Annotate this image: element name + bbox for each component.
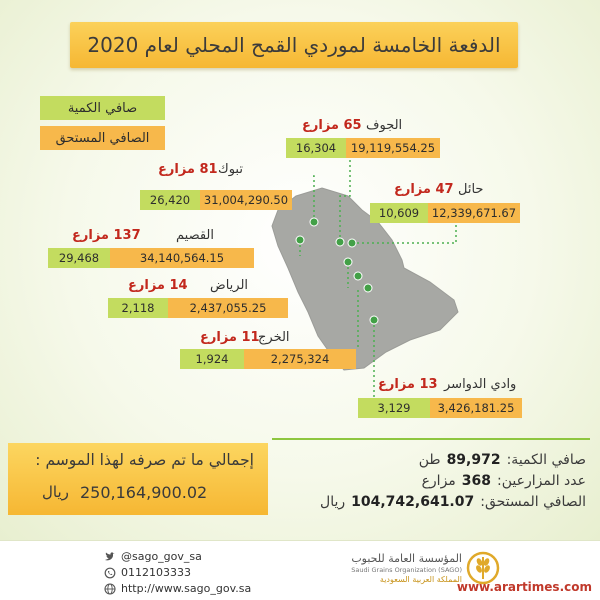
region-farmers-riyadh: 14 مزارع (128, 278, 188, 293)
twitter-handle: @sago_gov_sa (121, 550, 202, 563)
summary-due-label: الصافي المستحق: (480, 494, 586, 510)
season-total-currency: ريال (42, 483, 69, 501)
region-quantity-jouf: 16,304 (286, 138, 346, 158)
globe-icon (104, 583, 116, 595)
region-name-riyadh: الرياض (210, 278, 249, 293)
summary-farmers-count (422, 473, 586, 489)
legend-net-quantity: صافي الكمية (40, 96, 165, 120)
phone-number: 0112103333 (121, 566, 191, 579)
contact-twitter[interactable] (104, 550, 202, 563)
season-total-box (8, 443, 268, 515)
region-farmers-qassim: 137 مزارع (72, 228, 141, 243)
region-name-jouf: الجوف (366, 118, 403, 133)
whatsapp-phone-icon (104, 567, 116, 579)
marker-hail (348, 239, 356, 247)
summary-farmers-value: 368 (461, 473, 492, 489)
marker-tabuk (310, 218, 318, 226)
season-total-label: إجمالي ما تم صرفه لهذا الموسم : (35, 451, 254, 469)
region-farmers-tabuk: 81 مزارع (158, 162, 218, 177)
region-quantity-riyadh: 2,118 (108, 298, 168, 318)
summary-quantity-value: 89,972 (446, 452, 501, 468)
summary-net-due (320, 494, 586, 510)
region-amount-qassim: 34,140,564.15 (110, 248, 254, 268)
region-farmers-hail: 47 مزارع (394, 182, 454, 197)
org-name-english: Saudi Grains Organization (SAGO) (351, 566, 462, 574)
watermark-url: www.arartimes.com (456, 580, 592, 594)
summary-quantity-unit: طن (418, 452, 441, 468)
region-farmers-kharj: 11 مزارع (200, 330, 260, 345)
region-amount-jouf: 19,119,554.25 (346, 138, 440, 158)
region-name-hail: حائل (458, 182, 484, 197)
summary-net-quantity (419, 452, 586, 468)
region-name-wadi-dawasir: وادي الدواسر (444, 377, 517, 392)
twitter-icon (104, 551, 116, 563)
region-quantity-tabuk: 26,420 (140, 190, 200, 210)
summary-divider (272, 438, 590, 440)
contact-website[interactable] (104, 582, 251, 595)
marker-wadi-dawasir (370, 316, 378, 324)
region-amount-kharj: 2,275,324 (244, 349, 356, 369)
marker-jouf (336, 238, 344, 246)
marker-riyadh (344, 258, 352, 266)
contact-phone[interactable] (104, 566, 191, 579)
org-name-block (351, 552, 462, 584)
page-title: الدفعة الخامسة لموردي القمح المحلي لعام 2020 (87, 33, 501, 57)
region-amount-wadi-dawasir: 3,426,181.25 (430, 398, 522, 418)
region-quantity-kharj: 1,924 (180, 349, 244, 369)
season-total-amount: 250,164,900.02 (80, 483, 208, 502)
region-quantity-hail: 10,609 (370, 203, 428, 223)
marker-qassim (296, 236, 304, 244)
legend-net-due: الصافي المستحق (40, 126, 165, 150)
region-farmers-jouf: 65 مزارع (302, 118, 362, 133)
summary-farmers-label: عدد المزارعين: (497, 473, 586, 489)
region-amount-riyadh: 2,437,055.25 (168, 298, 288, 318)
region-name-tabuk: تبوك (218, 162, 243, 177)
summary-due-value: 104,742,641.07 (351, 494, 475, 510)
website-url: http://www.sago_gov.sa (121, 582, 252, 595)
summary-farmers-unit: مزارع (421, 473, 456, 489)
summary-quantity-label: صافي الكمية: (506, 452, 586, 468)
region-amount-hail: 12,339,671.67 (428, 203, 520, 223)
marker-kharj (364, 284, 372, 292)
region-quantity-wadi-dawasir: 3,129 (358, 398, 430, 418)
region-amount-tabuk: 31,004,290.50 (200, 190, 292, 210)
summary-due-unit: ريال (320, 494, 346, 510)
region-farmers-wadi-dawasir: 13 مزارع (378, 377, 438, 392)
org-name-arabic: المؤسسة العامة للحبوب (351, 552, 462, 565)
region-name-kharj: الخرج (258, 330, 290, 345)
marker-ha2 (354, 272, 362, 280)
region-quantity-qassim: 29,468 (48, 248, 110, 268)
region-name-qassim: القصيم (176, 228, 214, 243)
org-country: المملكة العربية السعودية (379, 575, 462, 584)
